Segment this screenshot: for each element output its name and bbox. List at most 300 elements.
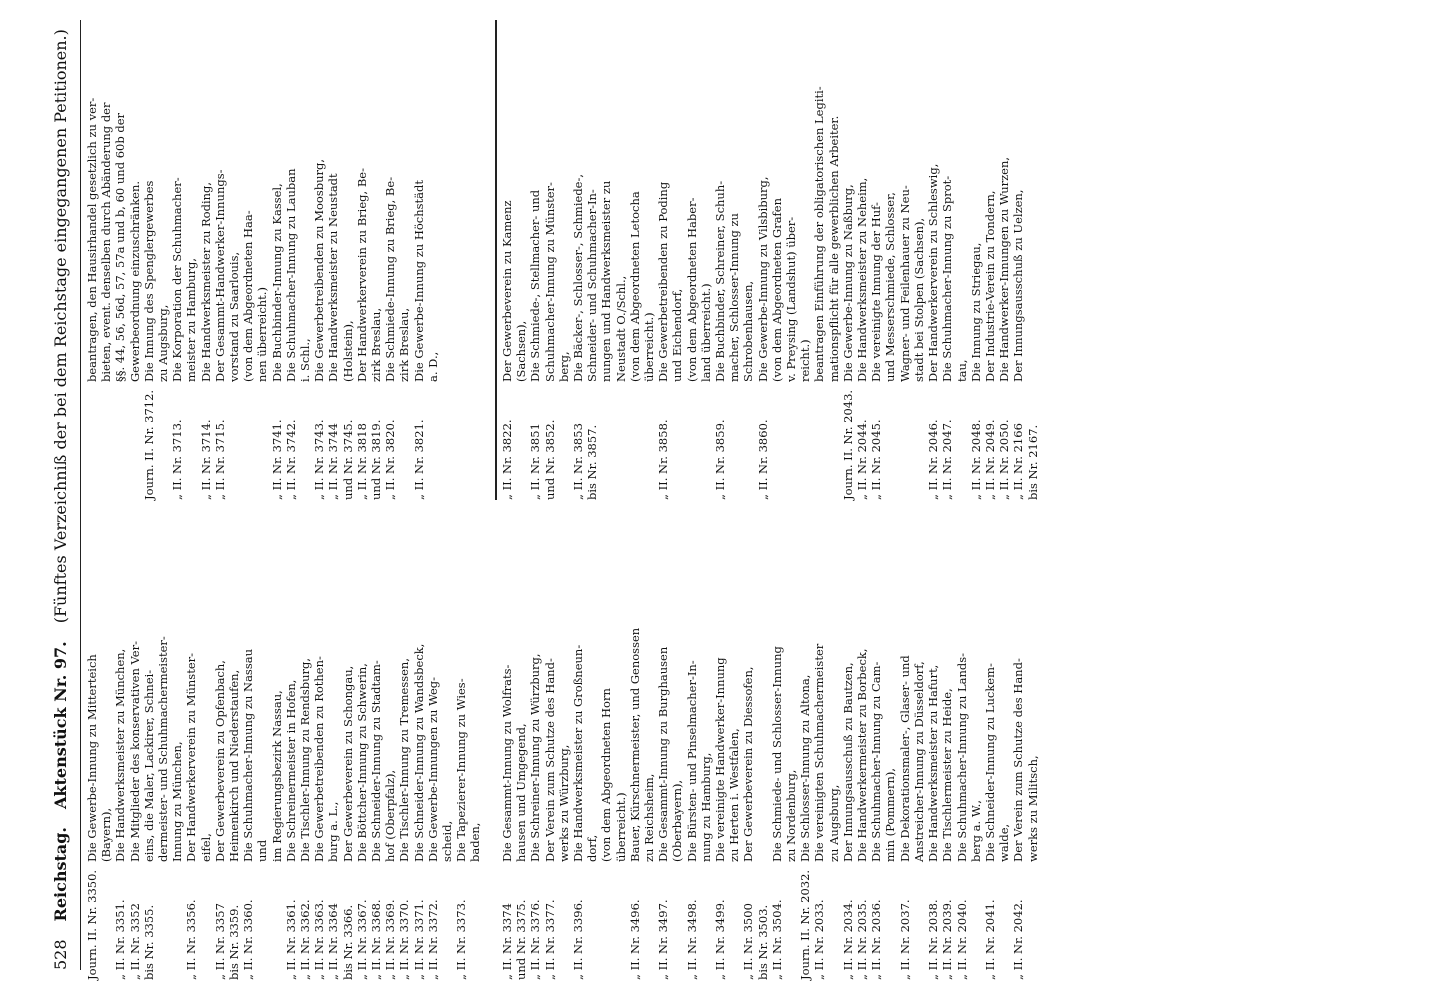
petition-line	[312, 500, 326, 980]
journal-reference	[912, 862, 926, 980]
petition-line	[798, 500, 812, 980]
journal-reference	[614, 382, 628, 500]
journal-reference: und Nr. 3819.	[369, 419, 384, 500]
journal-reference: „ II. Nr. 2048.	[968, 419, 983, 500]
petitioner-text: Die Schuhmacher-Innung zu Lauban	[283, 168, 298, 382]
petitioner-text: Bauer, Kürschnermeister, und Genossen	[627, 627, 642, 862]
journal-reference: „ II. Nr. 2039.	[940, 899, 955, 980]
journal-reference	[827, 862, 841, 980]
petitioner-text: beantragen Einführung der obligatorischen Legiti-	[812, 86, 827, 382]
journal-reference: „ II. Nr. 3858.	[656, 419, 671, 500]
petition-line	[571, 20, 585, 500]
petition-column-3	[85, 20, 440, 500]
petitioner-text: Die Schneider-Innung zu Luckem-	[982, 663, 997, 862]
petition-line	[543, 20, 557, 500]
petitioner-text: v. Preysing (Landshut) über-	[784, 216, 799, 382]
petition-line	[628, 20, 642, 500]
petition-line	[255, 20, 269, 500]
petitioner-text: meister zu Hamburg,	[184, 257, 199, 382]
petition-line	[383, 500, 397, 980]
petitioner-text: zirk Breslau,	[369, 307, 384, 382]
petition-line	[528, 500, 542, 980]
petition-line	[869, 20, 883, 500]
petitioner-text: burg a. L.,	[326, 801, 341, 862]
petition-line	[628, 500, 642, 980]
journal-reference	[113, 382, 127, 500]
journal-reference: bis Nr. 3359.	[227, 904, 242, 980]
petitioner-text: Gewerbeordnung einzuschränken.	[127, 180, 142, 382]
petition-line	[883, 20, 897, 500]
petitioner-text: Die vereinigte Handwerker-Innung	[713, 657, 728, 862]
journal-reference: „ II. Nr. 2036.	[869, 899, 884, 980]
petitioner-text: im Regierungsbezirk Nassau,	[269, 690, 284, 862]
journal-reference: „ II. Nr. 3374	[500, 903, 514, 980]
petition-line	[426, 20, 440, 500]
petitioner-text: Der Gewerbeverein zu Opfenbach,	[212, 660, 227, 862]
petitioner-text: Die Handwerker-Innungen zu Wurzen,	[997, 156, 1012, 382]
journal-reference	[770, 382, 784, 500]
petition-line	[955, 500, 969, 980]
journal-reference	[241, 382, 255, 500]
petitioner-text: land überreicht.)	[698, 283, 713, 382]
petitioner-text: Der Industrie-Verein zu Tondern,	[982, 190, 997, 382]
petition-line	[241, 500, 255, 980]
petition-line	[812, 20, 826, 500]
petition-line	[298, 500, 312, 980]
petition-line	[983, 20, 997, 500]
petition-line	[514, 500, 528, 980]
journal-reference: Journ. II. Nr. 3712.	[141, 389, 156, 500]
petitioner-text: Die Gewerbetreibenden zu Moosburg,	[312, 159, 327, 382]
journal-reference: „ II. Nr. 3356.	[184, 899, 199, 980]
journal-reference	[156, 382, 170, 500]
petition-line	[599, 20, 613, 500]
journal-reference: „ II. Nr. 2033.	[812, 899, 827, 980]
petition-line	[326, 20, 340, 500]
journal-reference	[184, 382, 198, 500]
journal-reference	[514, 382, 528, 500]
petition-line	[855, 500, 869, 980]
journal-reference: „ II. Nr. 2045.	[869, 419, 884, 500]
petitioner-text: Die Bäcker-, Schlosser-, Schmiede-,	[571, 173, 586, 382]
petitioner-text: Die Schuhmacher-Innung zu Cam-	[869, 661, 884, 862]
journal-reference	[784, 382, 798, 500]
journal-reference: „ II. Nr. 2042.	[1011, 899, 1026, 980]
journal-reference: „ II. Nr. 3744	[326, 423, 341, 500]
petitioner-text: überreicht.)	[613, 792, 628, 862]
journal-reference	[883, 862, 897, 980]
petitioner-text: reicht.)	[798, 339, 813, 382]
journal-reference: „ II. Nr. 3351.	[113, 899, 128, 980]
petition-line	[128, 20, 142, 500]
petitioner-text: werks zu Würzburg,	[556, 744, 571, 862]
journal-reference: „ II. Nr. 2166	[1011, 423, 1026, 500]
petitioner-text: Die Gesammt-Innung zu Burghausen	[656, 646, 671, 862]
petitioner-text: Die Handwerksmeister zu Neustadt	[326, 173, 341, 382]
petition-line	[213, 20, 227, 500]
journal-reference: bis Nr. 3355.	[141, 904, 156, 980]
journal-reference	[969, 862, 983, 980]
journal-reference: „ II. Nr. 3352	[127, 903, 142, 980]
petitioner-text: Die Buchbinder, Schreiner, Schuh-	[713, 180, 728, 382]
petitioner-text: Die Tischler-Innung zu Tremessen,	[397, 658, 412, 862]
petitioner-text: Die Handwerksmeister zu Hafurt,	[926, 664, 941, 862]
petitioner-text: §§. 44, 56, 56d, 57, 57a und b, 60 und 60b der	[113, 112, 128, 382]
petitioner-text: Die Korporation der Schuhmacher-	[170, 177, 185, 382]
journal-reference	[642, 862, 656, 980]
petitioner-text: zu Augsburg,	[826, 784, 841, 862]
petition-line	[426, 500, 440, 980]
journal-reference	[727, 862, 741, 980]
journal-reference	[599, 382, 613, 500]
petitioner-text: Schuhmacher-Innung zu Münster-	[542, 182, 557, 382]
petitioner-text: Die Handwerksmeister zu München,	[113, 648, 128, 862]
journal-reference	[670, 862, 684, 980]
journal-reference	[883, 382, 897, 500]
petition-line	[713, 20, 727, 500]
journal-reference: „ II. Nr. 3741.	[269, 419, 284, 500]
journal-reference: „ II. Nr. 3851	[528, 423, 543, 500]
petitioner-text: (Holstein),	[340, 320, 355, 382]
petitioner-text: (von dem Abgeordneten Letocha	[627, 191, 642, 382]
journal-reference: „ II. Nr. 3820.	[383, 419, 398, 500]
petitioner-text: Die Schreinermeister in Hofen,	[283, 679, 298, 862]
petitioner-text: Die Buchbinder-Innung zu Kassel,	[269, 183, 284, 382]
petition-line	[468, 500, 482, 980]
journal-reference	[741, 382, 755, 500]
petition-line	[170, 20, 184, 500]
journal-reference	[199, 862, 213, 980]
journal-reference: bis Nr. 2167.	[1025, 424, 1040, 500]
petition-line	[514, 20, 528, 500]
petition-line	[869, 500, 883, 980]
journal-reference: „ II. Nr. 3497.	[656, 899, 671, 980]
petition-line	[614, 500, 628, 980]
journal-reference	[628, 382, 642, 500]
petition-line	[756, 500, 770, 980]
petitioner-text: Die Bürsten- und Pinselmacher-In-	[684, 660, 699, 862]
petitioner-text: Der Handwerkerverein zu Münster-	[184, 652, 199, 862]
journal-reference	[699, 382, 713, 500]
petition-line	[184, 500, 198, 980]
petition-line	[727, 20, 741, 500]
petition-line	[440, 500, 454, 980]
petition-line	[642, 500, 656, 980]
journal-reference: „ II. Nr. 3859.	[713, 419, 728, 500]
petitioner-text: werks zu Militsch,	[1025, 755, 1040, 862]
petition-line	[128, 500, 142, 980]
petitioner-text: berg a. W.,	[968, 800, 983, 862]
petitioner-text: nung zu Hamburg,	[698, 752, 713, 862]
journal-reference: Journ. II. Nr. 2043.	[840, 389, 855, 500]
petitioner-text: zu Augsburg,	[156, 304, 171, 382]
journal-reference: „ II. Nr. 2049.	[982, 419, 997, 500]
petition-line	[255, 500, 269, 980]
journal-reference	[255, 382, 269, 500]
petitioner-text: Die Gewerbe-Innung zu Höchstädt	[411, 179, 426, 382]
journal-reference: „ II. Nr. 2034.	[840, 899, 855, 980]
petition-line	[99, 20, 113, 500]
petition-line	[113, 500, 127, 980]
petitioner-text: bieten, event. denselben durch Abänderung der	[99, 102, 114, 382]
journal-reference: „ II. Nr. 3396.	[571, 899, 586, 980]
petition-line	[412, 500, 426, 980]
journal-reference: „ II. Nr. 3499.	[713, 899, 728, 980]
petitioner-text: Die Tischlermeister zu Heide,	[940, 688, 955, 862]
petition-line	[383, 20, 397, 500]
journal-reference: und Nr. 3375.	[514, 899, 529, 980]
petitioner-text: dermeister- und Schuhmachermeister-	[156, 636, 171, 862]
petition-line	[997, 20, 1011, 500]
digitization-credit	[1404, 10, 1424, 990]
petition-line	[983, 500, 997, 980]
petition-line	[940, 20, 954, 500]
petition-line	[955, 20, 969, 500]
petition-line	[557, 500, 571, 980]
journal-reference	[812, 382, 826, 500]
journal-reference	[727, 382, 741, 500]
petitioner-text: Die Handwerksmeister zu Neheim,	[855, 177, 870, 382]
petition-line	[912, 20, 926, 500]
petitioner-text: Die Gewerbetreibenden zu Rothen-	[312, 656, 327, 862]
petitioner-text: berg,	[556, 351, 571, 382]
journal-reference: „ II. Nr. 3504.	[769, 899, 784, 980]
petition-line	[241, 20, 255, 500]
petitioner-text: Die Böttcher-Innung zu Schwerin,	[354, 663, 369, 862]
petition-line	[784, 20, 798, 500]
journal-reference: „ II. Nr. 2038.	[926, 899, 941, 980]
journal-reference: „ II. Nr. 2047.	[940, 419, 955, 500]
petition-line	[397, 500, 411, 980]
petition-line	[156, 20, 170, 500]
petitioner-text: (Oberbayern),	[670, 779, 685, 862]
journal-reference: „ II. Nr. 3860.	[755, 419, 770, 500]
petition-line	[770, 500, 784, 980]
petitioner-text: Die Schuhmacher-Innung zu Nassau	[241, 649, 256, 862]
petition-line	[99, 500, 113, 980]
petition-line	[184, 20, 198, 500]
journal-reference	[585, 862, 599, 980]
petitioner-text: Die Innung zu Striegau,	[968, 242, 983, 382]
petition-line	[741, 500, 755, 980]
journal-reference	[685, 382, 699, 500]
petitioner-text: Die Gewerbetreibenden zu Poding	[656, 181, 671, 382]
journal-reference	[426, 382, 440, 500]
petition-line	[585, 20, 599, 500]
petitioner-text: Anstreicher-Innung zu Düsseldorf,	[911, 661, 926, 862]
petitioner-text: Der Gesammt-Handwerker-Innungs-	[212, 169, 227, 382]
petitioner-text: (Sachsen),	[514, 320, 529, 382]
petition-line	[1026, 500, 1040, 980]
petitioner-text: Neustadt O./Schl.,	[613, 275, 628, 382]
journal-reference: „ II. Nr. 3496.	[627, 899, 642, 980]
petitioner-text: Die Gewerbe-Innung zu Vilsbiburg,	[755, 176, 770, 382]
journal-reference: „ II. Nr. 3369.	[383, 899, 398, 980]
petition-line	[298, 20, 312, 500]
petition-line	[614, 20, 628, 500]
journal-reference	[170, 862, 184, 980]
petition-line	[670, 500, 684, 980]
journal-reference	[557, 862, 571, 980]
petition-line	[670, 20, 684, 500]
petitioner-text: und Eichendorf,	[670, 288, 685, 382]
petition-line	[369, 500, 383, 980]
petition-line	[199, 20, 213, 500]
journal-reference	[557, 382, 571, 500]
page-number: 528	[50, 939, 70, 970]
petitioner-text: und Messerschmiede, Schlosser,	[883, 192, 898, 382]
petition-line	[656, 20, 670, 500]
journal-reference	[99, 382, 113, 500]
journal-reference	[128, 382, 142, 500]
petitioner-text: Die vereinigte Innung der Huf-	[869, 202, 884, 382]
journal-reference	[270, 862, 284, 980]
petition-line	[213, 500, 227, 980]
journal-reference: „ II. Nr. 3361.	[283, 899, 298, 980]
petition-line	[926, 500, 940, 980]
petition-line	[812, 500, 826, 980]
petition-line	[798, 20, 812, 500]
journal-reference: „ II. Nr. 3362.	[298, 899, 313, 980]
petition-line	[397, 20, 411, 500]
petitioner-text: tau,	[954, 359, 969, 382]
petition-column-2	[500, 500, 1040, 980]
petition-line	[543, 500, 557, 980]
petition-line	[341, 20, 355, 500]
petitioner-text: Die Handwerksmeister zu Großneun-	[571, 644, 586, 862]
journal-reference	[468, 862, 482, 980]
petitioner-text: zirk Breslau,	[397, 307, 412, 382]
petition-line	[85, 20, 99, 500]
petitioner-text: Schneider- und Schuhmacher-In-	[585, 189, 600, 382]
journal-reference	[798, 382, 812, 500]
journal-reference: „ II. Nr. 3822.	[500, 419, 514, 500]
journal-reference: „ II. Nr. 3370.	[397, 899, 412, 980]
petitioner-text: Der Verein zum Schutze des Hand-	[1011, 658, 1026, 862]
journal-reference: „ II. Nr. 2050.	[997, 419, 1012, 500]
journal-reference	[955, 382, 969, 500]
petition-line	[85, 500, 99, 980]
petition-line	[713, 500, 727, 980]
petition-line	[199, 500, 213, 980]
petition-line	[142, 500, 156, 980]
petitioner-text: Die Mitglieder des konservativen Ver-	[127, 641, 142, 862]
petition-line	[355, 500, 369, 980]
petitioner-text: Die Gewerbe-Innungen zu Weg-	[425, 676, 440, 862]
petition-line	[1026, 20, 1040, 500]
petition-line	[312, 20, 326, 500]
petitioner-text: Die Tapezierer-Innung zu Wies-	[454, 678, 469, 862]
petition-line	[656, 500, 670, 980]
petition-line	[412, 20, 426, 500]
petitioner-text: Die Tischler-Innung zu Rendsburg,	[298, 657, 313, 862]
petition-line	[912, 500, 926, 980]
petitioner-text: i. Schl.,	[298, 338, 313, 382]
petition-line	[685, 500, 699, 980]
petition-line	[969, 500, 983, 980]
petitioner-text: Schrobenhausen,	[741, 280, 756, 382]
petition-line	[699, 20, 713, 500]
journal-reference	[670, 382, 684, 500]
journal-reference	[227, 382, 241, 500]
journal-reference: „ II. Nr. 2040.	[954, 899, 969, 980]
petition-line	[142, 20, 156, 500]
petitioner-text: Die Gesammt-Innung zu Wolfrats-	[500, 664, 514, 862]
petitioner-text: Die Innung des Spenglergewerbes	[141, 180, 156, 382]
petitioner-text: Die Handwerksmeister zu Roding,	[198, 181, 213, 382]
journal-reference: „ II. Nr. 3367.	[354, 899, 369, 980]
petition-line	[557, 20, 571, 500]
petitioner-text: macher, Schlosser-Innung zu	[727, 213, 742, 382]
petition-column-1	[85, 500, 483, 980]
journal-reference	[699, 862, 713, 980]
journal-reference	[614, 862, 628, 980]
journal-reference: „ II. Nr. 3376.	[528, 899, 543, 980]
petition-column-4	[500, 20, 1040, 500]
petition-line	[284, 500, 298, 980]
petitioner-text: Der Handwerkerverein zu Schleswig,	[926, 163, 941, 382]
petitioner-text: Die Schmiede-Innung zu Brieg, Be-	[383, 176, 398, 382]
journal-reference: „ II. Nr. 3368.	[369, 899, 384, 980]
journal-reference: „ II. Nr. 3743.	[312, 419, 327, 500]
petitioner-text: Der Innungsausschuß zu Uelzen,	[1011, 189, 1026, 382]
petition-line	[599, 500, 613, 980]
petitioner-text: min (Pommern),	[883, 768, 898, 862]
journal-reference: „ II. Nr. 2037.	[897, 899, 912, 980]
journal-reference: „ II. Nr. 2044.	[855, 419, 870, 500]
journal-reference	[599, 862, 613, 980]
journal-reference	[912, 382, 926, 500]
petition-line	[699, 500, 713, 980]
petition-line	[841, 500, 855, 980]
petitioner-text: a. D.,	[425, 351, 440, 382]
petition-line	[926, 20, 940, 500]
journal-reference: „ II. Nr. 3377.	[542, 899, 557, 980]
petitioner-text: Die Schneider-Innung zu Wandsbeck,	[411, 643, 426, 862]
journal-reference: „ II. Nr. 3821.	[411, 419, 426, 500]
petition-line	[341, 500, 355, 980]
petitioner-text: hausen und Umgegend,	[514, 723, 529, 862]
petitioner-text: Wagner- und Feilenhauer zu Neu-	[897, 185, 912, 382]
petition-line	[940, 500, 954, 980]
petitioner-text: Die Schuhmacher-Innung zu Lands-	[954, 652, 969, 862]
petitioner-text: (von dem Abgeordneten Horn	[599, 688, 614, 862]
journal-reference: und Nr. 3745.	[340, 419, 355, 500]
journal-reference	[997, 862, 1011, 980]
journal-reference: „ II. Nr. 3715.	[212, 419, 227, 500]
petition-line	[227, 20, 241, 500]
petitioner-text: beantragen, den Hausirhandel gesetzlich zu ver-	[85, 97, 99, 382]
petition-line	[642, 20, 656, 500]
journal-reference: bis Nr. 3857.	[585, 424, 600, 500]
petitioner-text: nungen und Handwerksmeister zu	[599, 180, 614, 382]
petition-line	[841, 20, 855, 500]
petition-line	[113, 20, 127, 500]
journal-reference: „ II. Nr. 3372.	[425, 899, 440, 980]
journal-reference	[642, 382, 656, 500]
document-title: Aktenstück Nr. 97.	[50, 641, 70, 809]
petitioner-text: Innung zu München,	[170, 741, 185, 862]
petitioner-text: Der Handwerkerverein zu Brieg, Be-	[354, 168, 369, 382]
petition-line	[898, 20, 912, 500]
journal-reference	[827, 382, 841, 500]
petitioner-text: Der Innungsausschuß zu Bautzen,	[840, 662, 855, 862]
petitioner-text: eins, die Maler, Lackirer, Schnei-	[141, 669, 156, 862]
petition-line	[454, 500, 468, 980]
petitioner-text: baden,	[468, 822, 483, 862]
petition-line	[326, 500, 340, 980]
journal-reference: „ II. Nr. 2041.	[982, 899, 997, 980]
